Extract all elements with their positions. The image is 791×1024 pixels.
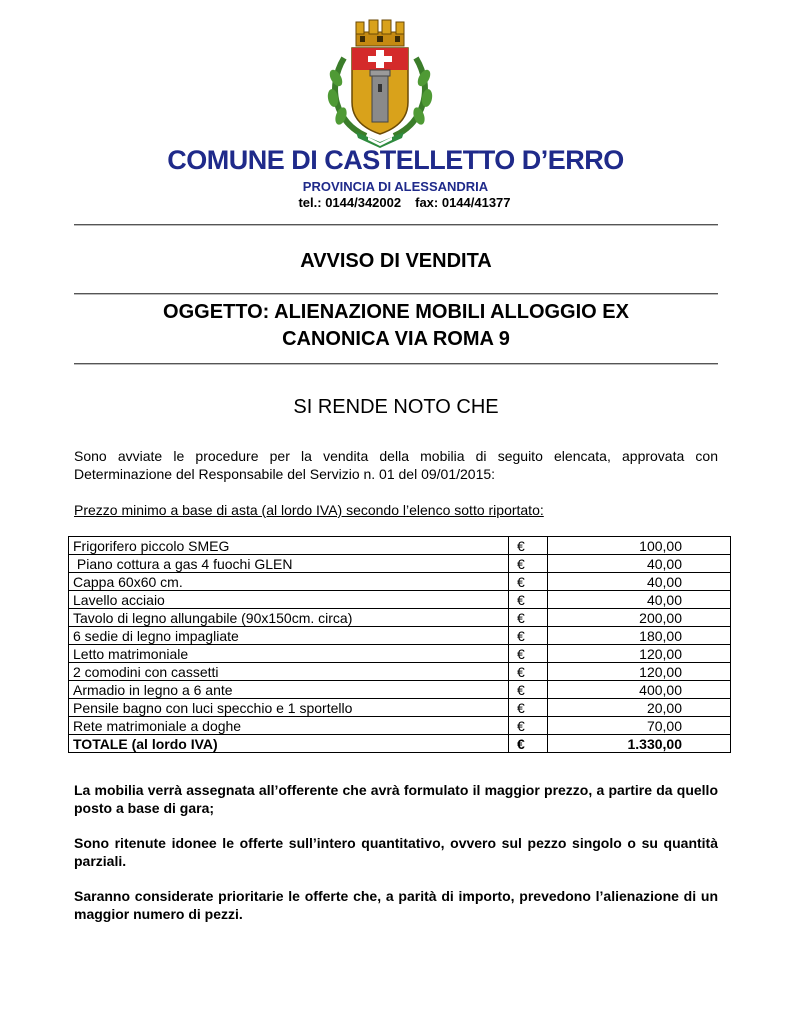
item-price: 200,00: [548, 609, 731, 627]
total-row: [69, 735, 731, 753]
item-currency: €: [509, 663, 548, 681]
item-name: Lavello acciaio: [69, 591, 509, 609]
item-price: 20,00: [548, 699, 731, 717]
item-currency: €: [509, 645, 548, 663]
item-currency: €: [509, 573, 548, 591]
item-currency: €: [509, 717, 548, 735]
item-name: Tavolo di legno allungabile (90x150cm. circa): [69, 609, 509, 627]
table-row: [69, 699, 731, 717]
item-price: 40,00: [548, 573, 731, 591]
item-price: 100,00: [548, 537, 731, 555]
condition-paragraph-3: Saranno considerate prioritarie le offerte che, a parità di importo, prevedono l’alienazione di un maggior numero di pezzi.: [74, 888, 718, 922]
item-currency: €: [509, 681, 548, 699]
intro-paragraph: Sono avviate le procedure per la vendita della mobilia di seguito elencata, approvata con Determinazione del Responsabile del Servizio n. 01 del 09/01/2015:: [74, 448, 718, 482]
table-row: [69, 609, 731, 627]
item-name: Letto matrimoniale: [69, 645, 509, 663]
item-currency: €: [509, 555, 548, 573]
item-price: 120,00: [548, 645, 731, 663]
province-label: PROVINCIA DI ALESSANDRIA: [302, 179, 489, 194]
table-row: [69, 627, 731, 645]
divider: [74, 293, 718, 295]
table-row: [69, 681, 731, 699]
page-title: COMUNE DI CASTELLETTO D’ERRO: [167, 145, 624, 175]
item-price: 120,00: [548, 663, 731, 681]
item-name: Pensile bagno con luci specchio e 1 sportello: [69, 699, 509, 717]
table-row: [69, 645, 731, 663]
total-label: TOTALE (al lordo IVA): [69, 735, 509, 753]
item-price: 180,00: [548, 627, 731, 645]
item-currency: €: [509, 609, 548, 627]
divider: [74, 363, 718, 365]
phone-number: tel.: 0144/342002: [298, 195, 402, 210]
table-row: [69, 591, 731, 609]
item-price: 70,00: [548, 717, 731, 735]
item-currency: €: [509, 591, 548, 609]
total-price: 1.330,00: [548, 735, 731, 753]
table-row: [69, 573, 731, 591]
condition-paragraph-2: Sono ritenute idonee le offerte sull’intero quantitativo, ovvero sul pezzo singolo o su quantità parziali.: [74, 835, 718, 869]
item-currency: €: [509, 537, 548, 555]
item-price: 40,00: [548, 555, 731, 573]
item-name: 2 comodini con cassetti: [69, 663, 509, 681]
item-name: 6 sedie di legno impagliate: [69, 627, 509, 645]
divider: [74, 224, 718, 226]
fax-number: fax: 0144/41377: [415, 195, 511, 210]
item-price: 400,00: [548, 681, 731, 699]
coat-of-arms-icon: [316, 18, 444, 148]
item-name: Armadio in legno a 6 ante: [69, 681, 509, 699]
total-currency: €: [509, 735, 548, 753]
subject-line-2: CANONICA VIA ROMA 9: [282, 328, 510, 350]
table-row: [69, 555, 731, 573]
items-table: [68, 536, 731, 753]
subject-line-1: OGGETTO: ALIENAZIONE MOBILI ALLOGGIO EX: [163, 301, 629, 323]
condition-paragraph-1: La mobilia verrà assegnata all’offerente che avrà formulato il maggior prezzo, a partire da quello posto a base di gara;: [74, 782, 718, 816]
item-price: 40,00: [548, 591, 731, 609]
notice-statement: SI RENDE NOTO CHE: [293, 396, 499, 418]
item-currency: €: [509, 627, 548, 645]
item-name: Cappa 60x60 cm.: [69, 573, 509, 591]
item-name: Frigorifero piccolo SMEG: [69, 537, 509, 555]
item-name: Rete matrimoniale a doghe: [69, 717, 509, 735]
contacts-line: [0, 195, 791, 210]
table-row: [69, 717, 731, 735]
notice-heading: AVVISO DI VENDITA: [300, 250, 492, 272]
price-note: Prezzo minimo a base di asta (al lordo IVA) secondo l’elenco sotto riportato:: [74, 502, 544, 518]
item-currency: €: [509, 699, 548, 717]
item-name: Piano cottura a gas 4 fuochi GLEN: [69, 555, 509, 573]
table-row: [69, 663, 731, 681]
table-row: [69, 537, 731, 555]
